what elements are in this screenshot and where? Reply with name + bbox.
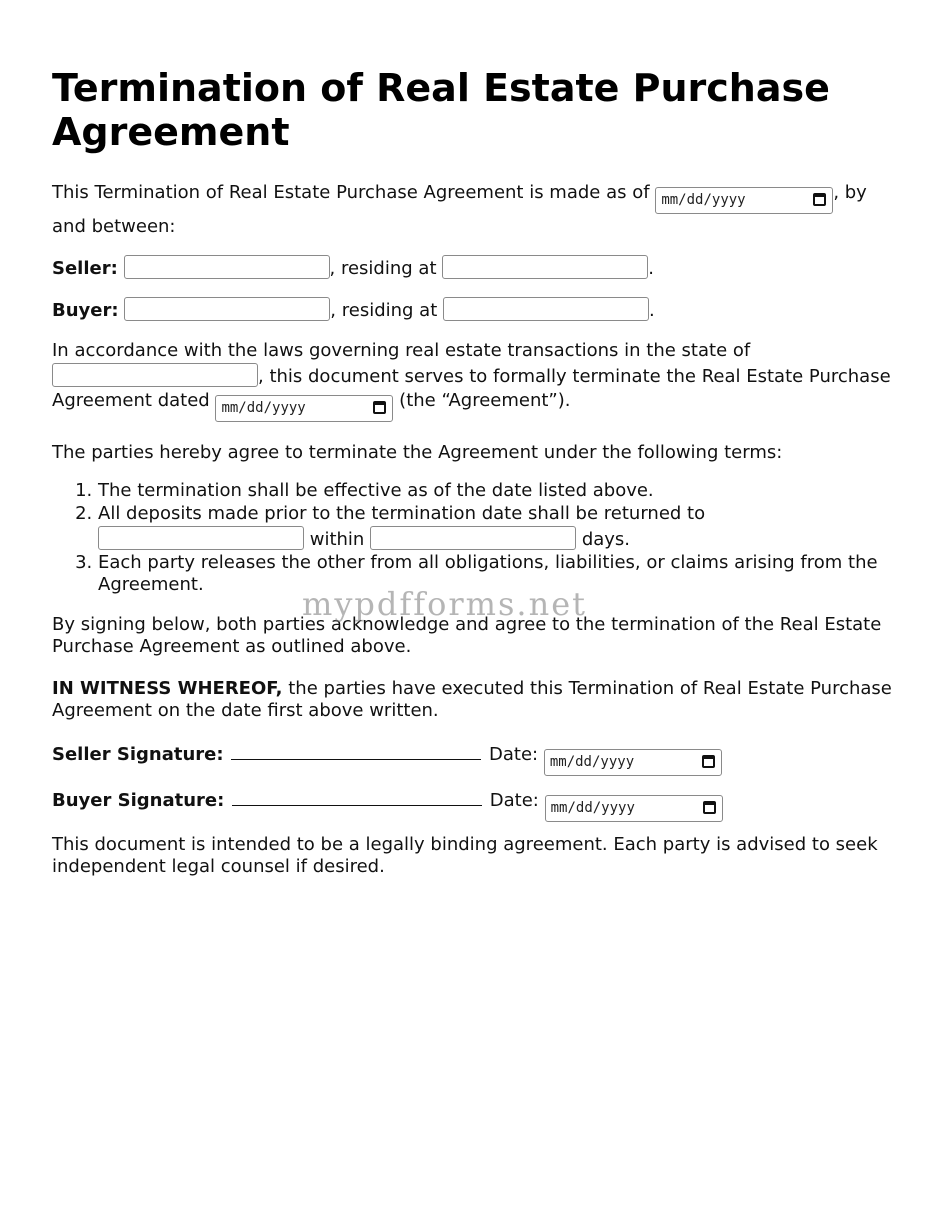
buyer-signature-row [52,788,898,818]
seller-row [52,255,898,283]
buyer-residing-text: , residing at [330,300,438,321]
deposit-recipient-input[interactable] [98,526,304,550]
buyer-signature-date-input[interactable] [545,795,723,822]
seller-signature-date-input[interactable] [544,749,722,776]
law-text: In accordance with the laws governing real estate transactions in the state of [52,340,751,361]
document-title: Termination of Real Estate Purchase Agreement [52,66,830,154]
agreement-date-input[interactable] [655,187,833,214]
terms-intro: The parties hereby agree to terminate the Agreement under the following terms: [52,442,783,463]
term-item [98,502,898,552]
law-paragraph [52,339,898,422]
buyer-label: Buyer: [52,300,119,321]
seller-residing-text: , residing at [329,258,437,279]
seller-label: Seller: [52,258,118,279]
law-tail-text: (the “Agreement”). [399,390,571,411]
buyer-row [52,297,898,325]
intro-paragraph [52,180,898,239]
buyer-period: . [649,300,655,321]
date-placeholder: mm/dd/yyyy [221,400,306,416]
term-2-within: within [309,529,365,550]
buyer-signature-label: Buyer Signature: [52,790,225,811]
acknowledge-paragraph: By signing below, both parties acknowledge and agree to the termination of the Real Estate Purchase Agreement as outlined above. [52,614,882,657]
calendar-icon[interactable] [813,193,826,206]
term-item [98,552,898,596]
state-input[interactable] [52,363,258,387]
term-item [98,480,898,502]
seller-signature-row [52,742,898,772]
witness-paragraph [52,678,898,722]
buyer-address-input[interactable] [443,297,649,321]
buyer-name-input[interactable] [124,297,330,321]
intro-tail: , by and between: [52,182,867,237]
seller-period: . [648,258,654,279]
buyer-date-label: Date: [489,790,539,811]
seller-address-input[interactable] [442,255,648,279]
intro-text: This Termination of Real Estate Purchase Agreement is made as of [52,182,650,203]
watermark: mypdfforms.net [302,585,587,623]
seller-signature-label: Seller Signature: [52,744,224,765]
term-2-text: All deposits made prior to the termination date shall be returned to [98,503,706,524]
calendar-icon[interactable] [373,401,386,414]
seller-name-input[interactable] [124,255,330,279]
terms-list [52,480,898,596]
law-middle-text: , this document serves to formally terminate the Real Estate Purchase Agreement dated [52,366,891,411]
document-page [52,66,898,878]
seller-signature-line[interactable] [231,743,481,760]
buyer-signature-line[interactable] [232,789,482,806]
term-3-text: Each party releases the other from all obligations, liabilities, or claims arising from the Agreement. [98,552,878,595]
witness-text: the parties have executed this Termination of Real Estate Purchase Agreement on the date first above written. [52,678,892,721]
date-placeholder: mm/dd/yyyy [550,800,635,816]
calendar-icon[interactable] [703,801,716,814]
witness-bold: IN WITNESS WHEREOF, [52,678,283,699]
date-placeholder: mm/dd/yyyy [549,754,635,770]
term-1-text: The termination shall be effective as of the date listed above. [98,480,654,501]
original-agreement-date-input[interactable] [215,395,393,422]
closing-paragraph: This document is intended to be a legally binding agreement. Each party is advised to seek independent legal counsel if desired. [52,834,878,877]
seller-date-label: Date: [489,744,539,765]
date-placeholder: mm/dd/yyyy [661,192,746,208]
deposit-days-input[interactable] [370,526,576,550]
term-2-days: days. [581,529,631,550]
calendar-icon[interactable] [702,755,715,768]
